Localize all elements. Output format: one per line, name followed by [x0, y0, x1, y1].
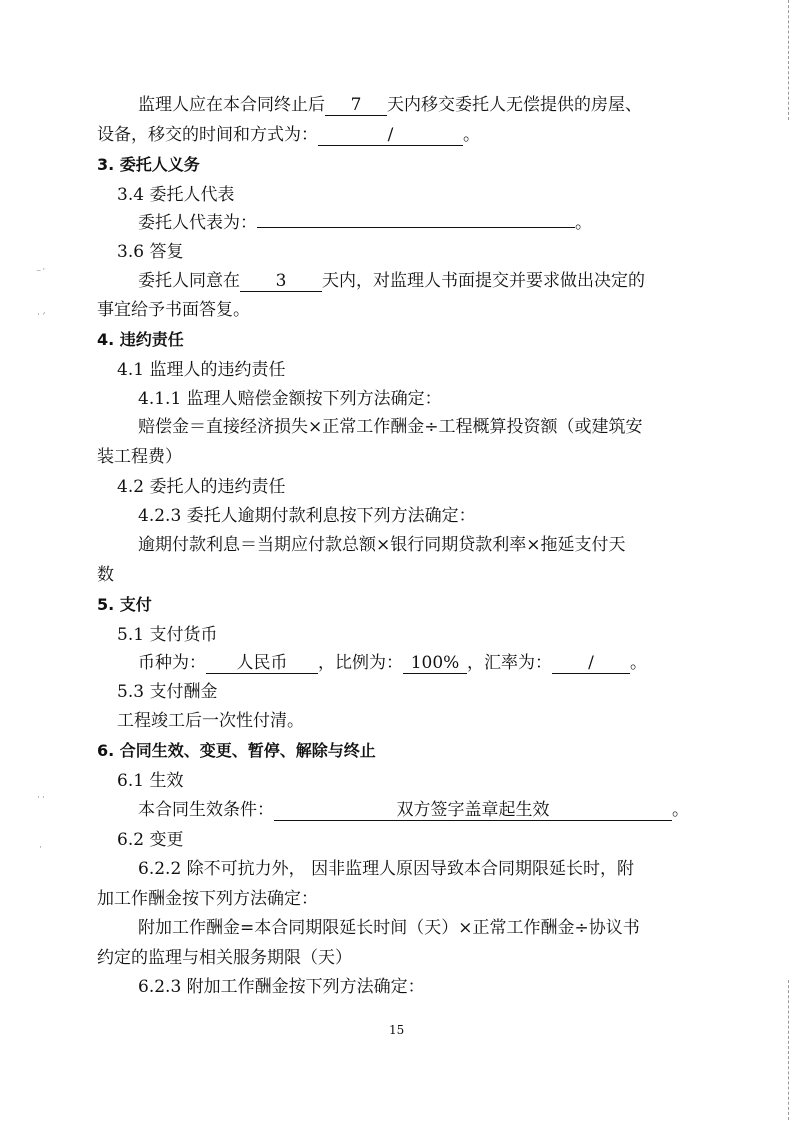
scan-speck: ˙ˊ [36, 313, 46, 324]
text-line [138, 799, 689, 821]
section-heading: 5. 支付 [97, 595, 152, 614]
exchange-rate-blank: / [552, 653, 630, 674]
ratio-blank: 100% [403, 653, 467, 674]
subsection-heading: 4.2 委托人的违约责任 [117, 477, 286, 497]
effective-condition-blank: 双方签字盖章起生效 [274, 800, 672, 821]
scan-speck: ˙ [38, 846, 43, 857]
text: 币种为： [138, 653, 206, 673]
text-line: 附加工作酬金=本合同期限延长时间（天）×正常工作酬金÷协议书 [138, 918, 640, 938]
text-line: 工程竣工后一次性付清。 [117, 711, 304, 731]
text: 。 [575, 213, 592, 233]
scan-speck: ˙˙ [36, 796, 46, 807]
text: 天内移交委托人无偿提供的房屋、 [387, 95, 642, 115]
fill-in-blank: / [318, 125, 463, 146]
subsection-heading: 3.6 答复 [117, 242, 184, 262]
subsection-heading: 6.2 变更 [117, 830, 184, 850]
text: ，汇率为： [467, 653, 552, 673]
fill-in-blank [257, 227, 575, 228]
text: 。 [672, 800, 689, 820]
section-heading: 6. 合同生效、变更、暂停、解除与终止 [97, 741, 376, 760]
text-line: 事宜给予书面答复。 [97, 300, 250, 320]
fill-in-blank: 3 [240, 271, 322, 292]
text-line: 加工作酬金按下列方法确定： [97, 889, 318, 909]
text: 天内，对监理人书面提交并要求做出决定的 [322, 271, 645, 291]
clause-heading: 4.2.3 委托人逾期付款利息按下列方法确定： [138, 506, 476, 526]
clause-heading: 6.2.3 附加工作酬金按下列方法确定： [138, 977, 425, 997]
subsection-heading: 6.1 生效 [117, 771, 184, 791]
text-line: 6.2.2 除不可抗力外， 因非监理人原因导致本合同期限延长时，附 [138, 859, 635, 879]
text-line: 数 [97, 565, 114, 585]
text: 设备，移交的时间和方式为： [97, 125, 318, 145]
scan-speck: ⁻˙ [36, 268, 47, 279]
text: ，比例为： [318, 653, 403, 673]
text-line: 赔偿金＝直接经济损失×正常工作酬金÷工程概算投资额（或建筑安 [138, 417, 643, 437]
page-number: 15 [389, 1023, 405, 1037]
text: 本合同生效条件： [138, 800, 274, 820]
subsection-heading: 5.3 支付酬金 [117, 682, 218, 702]
text: 委托人代表为： [138, 213, 257, 233]
text-line [138, 212, 592, 234]
scan-edge-line [788, 0, 789, 120]
section-heading: 4. 违约责任 [97, 330, 184, 349]
currency-blank: 人民币 [206, 653, 318, 674]
text-line [97, 124, 480, 146]
text: 委托人同意在 [138, 271, 240, 291]
scan-edge-line [788, 980, 789, 1120]
clause-heading: 4.1.1 监理人赔偿金额按下列方法确定： [138, 389, 442, 409]
section-heading: 3. 委托人义务 [97, 155, 200, 174]
text-line: 约定的监理与相关服务期限（天） [97, 948, 352, 968]
text-line [138, 652, 647, 674]
subsection-heading: 5.1 支付货币 [117, 625, 218, 645]
text-line: 逾期付款利息＝当期应付款总额×银行同期贷款利率×拖延支付天 [138, 535, 626, 555]
text-line [138, 94, 642, 116]
text: 。 [463, 125, 480, 145]
text: 监理人应在本合同终止后 [138, 95, 325, 115]
subsection-heading: 4.1 监理人的违约责任 [117, 360, 286, 380]
fill-in-blank: 7 [325, 95, 387, 116]
subsection-heading: 3.4 委托人代表 [117, 185, 235, 205]
text-line [138, 270, 645, 292]
text: 。 [630, 653, 647, 673]
text-line: 装工程费） [97, 447, 182, 467]
